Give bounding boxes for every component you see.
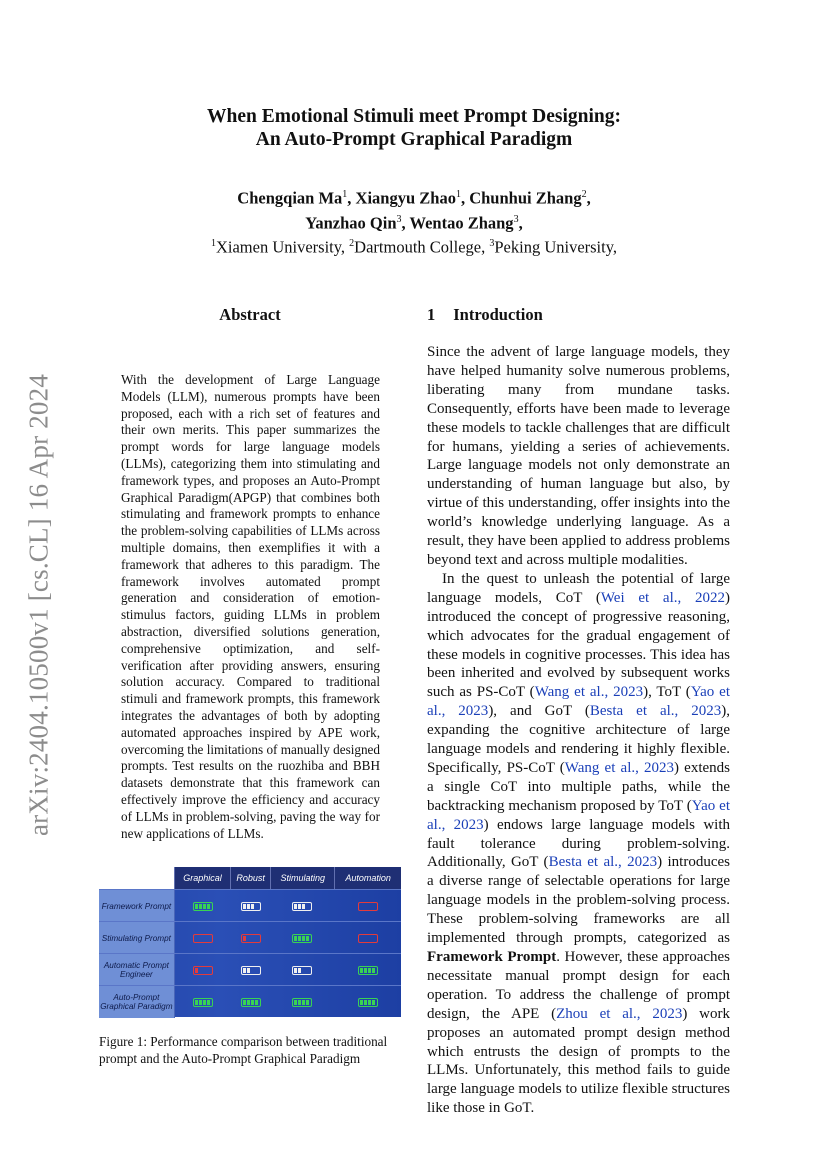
battery-segment [251,904,254,909]
battery-level-icon [193,966,213,975]
section-heading-introduction [427,305,561,325]
affiliation-number: 3 [489,238,495,249]
battery-cell [231,986,271,1018]
battery-cell [231,890,271,922]
battery-segment [247,904,250,909]
battery-segment [360,1000,363,1005]
battery-segment [302,904,305,909]
battery-cell [334,954,401,986]
figure-row [99,889,401,922]
figure-row [99,921,401,954]
author-affiliation-mark: 3 [513,213,519,225]
author-name: Wentao Zhang [409,213,514,232]
author-affiliation-mark: 2 [581,189,587,200]
figure-column-headers [174,867,401,889]
row-label: Automatic Prompt Engineer [99,954,175,986]
battery-cell [231,922,271,954]
battery-cell [175,986,231,1018]
figure-caption: Figure 1: Performance comparison between traditional prompt and the Auto-Prompt Graphical Paradigm [99,1034,388,1066]
abstract-text: With the development of Large Language Models (LLM), numerous prompts have been proposed, each with a rich set of features and their own merits. This paper summarizes the prompt words for large language models (LLMs), categorizing them into stimulating and framework types, and proposes an Auto-Prompt Graphical Paradigm(APGP) that combines both stimulating and framework prompts to enhance the problem-solving capabilities of LLMs across multiple domains, then exemplifies it with a framework that adheres to this paradigm. The framework involves automated prompt generation and consideration of emotion-stimulus factors, guiding LLMs in problem abstraction, diversified solutions generation, comprehensive optimization, and self-verification after providing answers, ensuring solution accuracy. Compared to traditional stimuli and framework prompts, this framework integrates the advantages of both by adopting automated approaches inspired by APE work, overcoming the limitations of manually designed prompts. Test results on the ruozhiba and BBH datasets demonstrate that this framework can effectively improve the efficiency and accuracy of LLMs in problem-solving, paving the way for new applications of LLMs. [121,372,380,841]
battery-level-icon [358,966,378,975]
column-header-robust: Robust [230,867,270,889]
battery-segment [294,1000,297,1005]
affiliation-line [150,233,678,258]
citation-link[interactable]: Besta et al., 2023 [589,703,722,720]
citation-link[interactable]: Wang et al., 2023 [564,759,675,776]
battery-level-icon [193,934,213,943]
citation-link[interactable]: Yao et al., 2023 [427,797,730,833]
battery-cell [231,954,271,986]
battery-cell [175,890,231,922]
battery-level-icon [241,902,261,911]
battery-cell [334,922,401,954]
battery-segment [364,1000,367,1005]
abstract-heading: Abstract [219,305,281,324]
row-label: Framework Prompt [99,890,175,922]
battery-segment [360,968,363,973]
battery-segment [368,968,371,973]
figure-1-comparison-table [99,867,401,1017]
battery-segment [207,904,210,909]
battery-segment [195,968,198,973]
section-title: Introduction [453,305,543,324]
battery-cell [334,986,401,1018]
author-affiliation-mark: 3 [396,213,402,225]
author-affiliation-mark: 1 [455,189,461,200]
author-name: Chengqian Ma [237,188,343,208]
battery-cell [334,890,401,922]
author-line-1: Chengqian Ma$^1$, Xiangyu Zhao$^1$, Chunhui Zhang$^2$, [237,188,591,208]
arxiv-sidebar-stamp [18,362,60,848]
battery-segment [298,904,301,909]
battery-level-icon [241,934,261,943]
battery-segment [243,968,246,973]
citation-link[interactable]: Besta et al., 2023 [548,854,658,871]
affiliation-name: Dartmouth College, [354,237,486,257]
battery-segment [255,1000,258,1005]
battery-segment [203,904,206,909]
battery-segment [247,968,250,973]
intro-paragraph-2: In the quest to unleash the potential of large language models, CoT (Wei et al., 2022) introduced the concept of progressive reasoning, which advocates for the gradual engagement of these models in cognitive processes. This idea has been inherited and evolved by subsequent works such as PS-CoT (Wang et al., 2023), ToT (Yao et al., 2023), and GoT (Besta et al., 2023), expanding the cognitive architecture of large language models and rendering it highly flexible. Specifically, PS-CoT (Wang et al., 2023) extends a single CoT into multiple paths, while the backtracking mechanism proposed by ToT (Yao et al., 2023) endows large language models with fault tolerance during problem-solving. Additionally, GoT (Besta et al., 2023) introduces a diverse range of selectable operations for large language models in the problem-solving process. These problem-solving frameworks are all implemented through prompts, categorized as Framework Prompt. However, these approaches necessitate manual prompt design for each operation. To address the challenge of prompt design, the APE (Zhou et al., 2023) work proposes an automated prompt design method which entrusts the design of prompts to the LLMs. Unfortunately, this method fails to guide large language models to utilize flexible structures like those in GoT. [427,570,731,1117]
battery-segment [203,1000,206,1005]
author-block [150,184,678,258]
battery-level-icon [292,902,312,911]
battery-segment [247,1000,250,1005]
arxiv-identifier: arXiv:2404.10500v1 [cs.CL] 16 Apr 2024 [23,373,54,837]
battery-segment [298,936,301,941]
battery-segment [207,1000,210,1005]
battery-segment [199,904,202,909]
battery-segment [251,1000,254,1005]
author-affiliation-mark: 1 [342,189,348,200]
battery-segment [243,1000,246,1005]
battery-level-icon [358,934,378,943]
battery-segment [294,936,297,941]
battery-level-icon [241,966,261,975]
affiliation-name: Peking University, [494,237,618,257]
battery-level-icon [358,998,378,1007]
row-label: Stimulating Prompt [99,922,175,954]
battery-segment [306,936,309,941]
battery-segment [243,904,246,909]
intro-paragraph-1: Since the advent of large language models, they have helped humanity solve numerous problems, liberating many from mundane tasks. Consequently, efforts have been made to leverage these models to tackle challenges that are difficult for humans, yielding a series of achievements. Large language models not only demonstrate an understanding of human language but also, by virtue of this understanding, offer insights into the world’s knowledge underlying language. As a result, they have been applied to address problems beyond text and across multiple modalities. [427,344,730,568]
battery-level-icon [193,902,213,911]
bold-term-framework-prompt: Framework Prompt [427,949,557,965]
battery-segment [372,1000,375,1005]
battery-segment [302,1000,305,1005]
battery-segment [195,1000,198,1005]
affiliation-number: 1 [210,238,216,249]
battery-cell [270,922,334,954]
battery-level-icon [292,998,312,1007]
battery-segment [294,968,297,973]
battery-cell [175,954,231,986]
introduction-body [427,343,730,1118]
figure-body [99,889,401,1017]
battery-segment [298,968,301,973]
figure-row [99,953,401,986]
battery-cell [270,890,334,922]
section-number: 1 [427,305,436,324]
citation-link[interactable]: Zhou et al., 2023 [556,1005,683,1022]
affiliation-name: Xiamen University, [215,237,346,257]
battery-level-icon [241,998,261,1007]
battery-segment [199,1000,202,1005]
battery-segment [302,936,305,941]
battery-segment [306,1000,309,1005]
column-header-graphical: Graphical [174,867,230,889]
battery-cell [175,922,231,954]
battery-segment [364,968,367,973]
row-label: Auto-Prompt Graphical Paradigm [99,986,175,1018]
title-line-2: An Auto-Prompt Graphical Paradigm [255,129,573,150]
paper-title [150,105,678,151]
battery-segment [195,904,198,909]
battery-level-icon [292,966,312,975]
figure-row [99,985,401,1018]
battery-cell [270,954,334,986]
citation-link[interactable]: Wei et al., 2022 [600,589,725,606]
battery-level-icon [292,934,312,943]
author-line-2: Yanzhao Qin$^3$, Wentao Zhang$^3$, [305,213,523,232]
author-name: Yanzhao Qin [305,213,397,232]
title-line-1: When Emotional Stimuli meet Prompt Designing: [206,106,621,127]
battery-segment [372,968,375,973]
battery-segment [243,936,246,941]
battery-cell [270,986,334,1018]
battery-segment [294,904,297,909]
citation-link[interactable]: Wang et al., 2023 [534,684,644,701]
column-header-stimulating: Stimulating [270,867,334,889]
battery-level-icon [358,902,378,911]
battery-segment [298,1000,301,1005]
column-header-automation: Automation [334,867,401,889]
battery-level-icon [193,998,213,1007]
citation-link[interactable]: Yao et al., 2023 [427,684,730,720]
author-name: Xiangyu Zhao [355,188,456,208]
affiliation-number: 2 [349,238,355,249]
author-name: Chunhui Zhang [469,188,582,208]
battery-segment [368,1000,371,1005]
